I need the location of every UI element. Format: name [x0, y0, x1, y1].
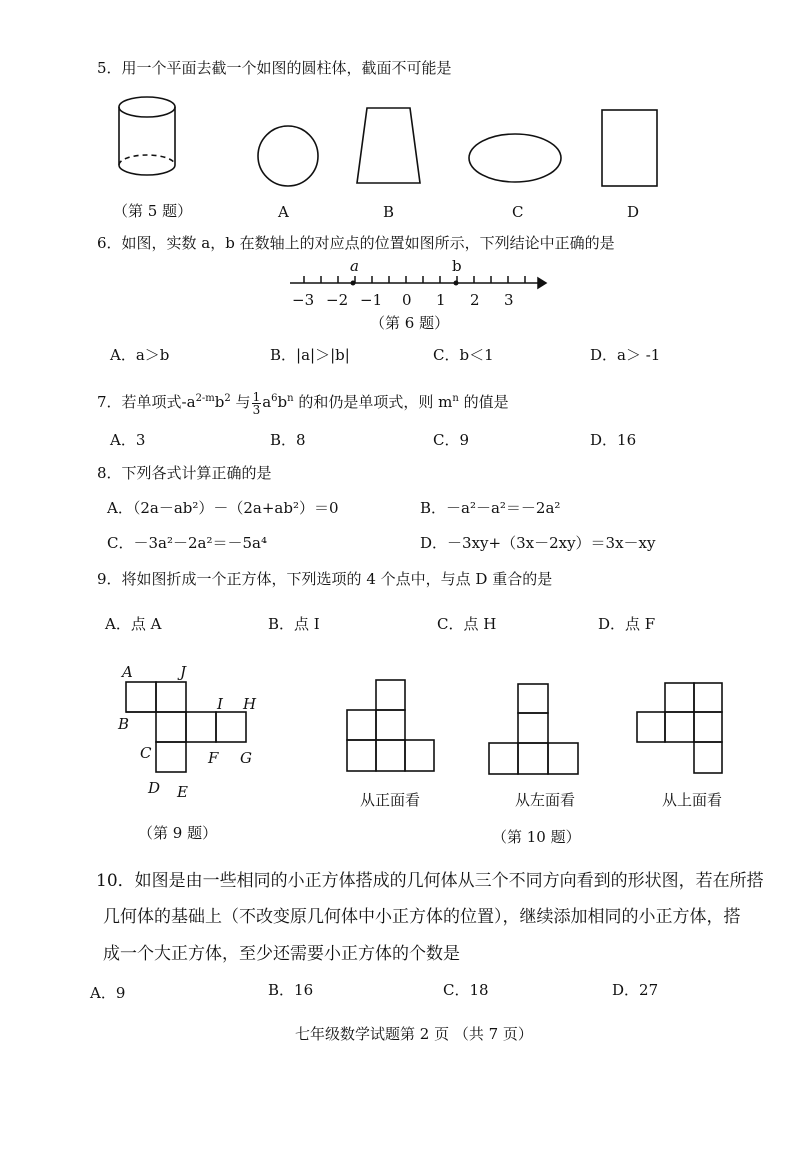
q6-option-b: B．|a|＞|b| — [270, 346, 350, 364]
q7-stem-b: b — [214, 393, 225, 411]
q10-stem-line-2: 几何体的基础上（不改变原几何体中小正方体的位置），继续添加相同的小正方体，搭 — [103, 907, 741, 927]
fraction-denominator: 3 — [252, 402, 261, 417]
net-label-h: H — [243, 695, 257, 713]
tick-label: −3 — [292, 291, 315, 309]
q5-label-a: A — [278, 203, 289, 221]
q9-option-d: D．点 F — [598, 615, 656, 633]
q7-stem-pre: 7．若单项式-a — [97, 393, 196, 411]
tick-label: 2 — [470, 291, 480, 309]
net-label-g: G — [240, 749, 252, 767]
point-b-dot — [454, 281, 459, 286]
q7-stem-post: 的和仍是单项式，则 m — [293, 393, 453, 411]
net-label-a: A — [122, 663, 133, 681]
q6-caption: （第 6 题） — [370, 314, 450, 332]
net-label-i: I — [217, 695, 223, 713]
number-line-label-a: a — [350, 257, 359, 275]
fraction-one-third — [252, 391, 262, 416]
top-view — [637, 683, 722, 773]
fraction-numerator: 1 — [252, 389, 261, 404]
q5-caption: （第 5 题） — [113, 202, 193, 220]
net-label-d: D — [148, 779, 161, 797]
q5-label-d: D — [627, 203, 640, 221]
q7-option-b: B．8 — [270, 431, 306, 449]
tick-label: −1 — [360, 291, 383, 309]
q8-option-d: D．－3xy+（3x－2xy）＝3x－xy — [420, 534, 656, 552]
page-footer: 七年级数学试题第 2 页 （共 7 页） — [295, 1025, 533, 1043]
net-label-e: E — [177, 783, 188, 801]
option-c-ellipse — [469, 134, 561, 182]
number-line — [290, 276, 546, 288]
q8-option-c: C．－3a²－2a²＝－5a⁴ — [107, 534, 267, 552]
q7-exp-5: n — [452, 393, 459, 404]
cylinder-figure — [119, 97, 175, 175]
net-label-c: C — [140, 744, 152, 762]
q7-option-d: D．16 — [590, 431, 637, 449]
q7-stem — [97, 384, 509, 417]
q9-option-c: C．点 H — [437, 615, 497, 633]
q8-option-b: B．－a²－a²＝－2a² — [420, 499, 561, 517]
q10-option-b: B．16 — [268, 981, 314, 999]
front-view — [347, 680, 434, 771]
q5-label-b: B — [383, 203, 395, 221]
q7-stem-b2: b — [277, 393, 288, 411]
q7-exp-3: 6 — [271, 393, 278, 404]
q10-option-a: A．9 — [90, 984, 126, 1002]
q9-stem: 9．将如图折成一个正方体，下列选项的 4 个点中，与点 D 重合的是 — [97, 570, 553, 588]
number-line-label-b: b — [452, 257, 462, 275]
q5-label-c: C — [512, 203, 524, 221]
q10-option-d: D．27 — [612, 981, 659, 999]
q10-stem-line-3: 成一个大正方体，至少还需要小正方体的个数是 — [103, 944, 460, 964]
q7-option-c: C．9 — [433, 431, 470, 449]
net-label-f: F — [208, 749, 219, 767]
view-label-front: 从正面看 — [360, 791, 421, 809]
q7-stem-end: 的值是 — [458, 393, 509, 411]
net-label-b: B — [118, 715, 130, 733]
q10-option-c: C．18 — [443, 981, 489, 999]
tick-label: 0 — [402, 291, 412, 309]
q9-option-b: B．点 I — [268, 615, 320, 633]
option-a-circle — [258, 126, 318, 186]
q8-stem: 8．下列各式计算正确的是 — [97, 464, 272, 482]
q9-caption: （第 9 题） — [138, 824, 218, 842]
q7-stem-a: a — [262, 393, 272, 411]
q7-exp-2: 2 — [224, 393, 231, 404]
q9-option-a: A．点 A — [105, 615, 162, 633]
q7-option-a: A．3 — [110, 431, 146, 449]
q6-stem: 6．如图，实数 a，b 在数轴上的对应点的位置如图所示，下列结论中正确的是 — [97, 234, 615, 252]
q7-exp-1: 2-m — [195, 393, 215, 404]
tick-label: 1 — [436, 291, 446, 309]
q10-stem-line-1: 10．如图是由一些相同的小正方体搭成的几何体从三个不同方向看到的形状图，若在所搭 — [96, 871, 764, 891]
q6-option-d: D．a＞ -1 — [590, 346, 661, 364]
option-d-rectangle — [602, 110, 657, 186]
q8-option-a: A．（2a－ab²）－（2a+ab²）＝0 — [107, 499, 339, 517]
tick-label: 3 — [504, 291, 514, 309]
tick-label: −2 — [326, 291, 349, 309]
q5-stem: 5．用一个平面去截一个如图的圆柱体，截面不可能是 — [97, 59, 452, 77]
view-label-top: 从上面看 — [662, 791, 723, 809]
view-label-left: 从左面看 — [515, 791, 576, 809]
q6-option-a: A．a＞b — [110, 346, 170, 364]
option-b-trapezoid — [357, 108, 420, 183]
q7-exp-4: n — [287, 393, 294, 404]
q6-option-c: C．b＜1 — [433, 346, 494, 364]
left-view — [489, 684, 578, 774]
q10-caption: （第 10 题） — [492, 828, 581, 846]
point-a-dot — [351, 281, 356, 286]
q7-stem-with: 与 — [230, 393, 251, 411]
net-label-j: J — [180, 663, 187, 681]
